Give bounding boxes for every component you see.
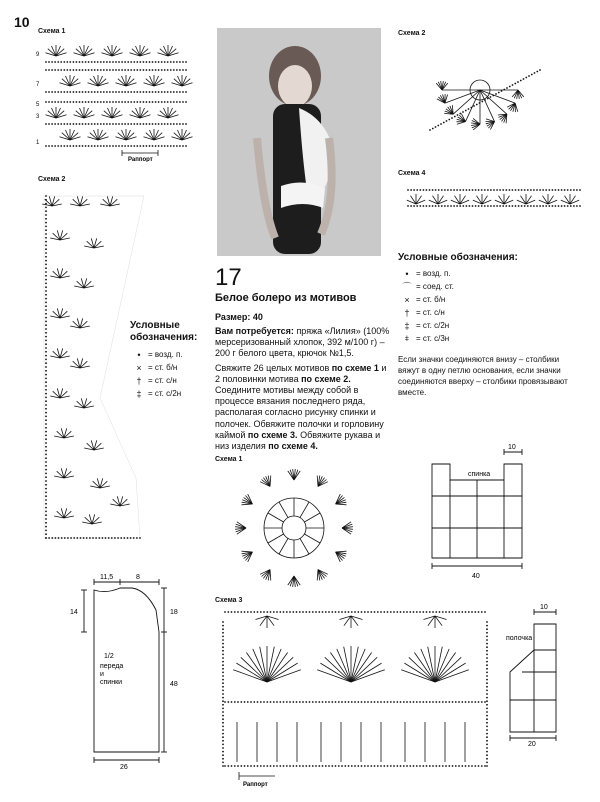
legend-item: † = ст. с/н — [136, 375, 177, 386]
legend-item: † = ст. с/н — [404, 307, 445, 318]
bottom-scheme3-label: Схема 3 — [215, 597, 243, 604]
right-scheme2-diagram — [410, 30, 570, 160]
instructions-paragraph: Свяжите 26 целых мотивов по схеме 1 и 2 половинки мотива по схеме 2. Соедините мотивы между собой в процессе вязания последнего ряда, располагая согласно рисунку спинки и полочек. Обвяжите полочки и горловину каймой по схеме 3. Обвяжите рукава и низ изделия по схеме 4. — [215, 362, 387, 452]
dim-top-1: 11,5 — [100, 574, 114, 581]
back-top-dim: 10 — [508, 444, 516, 451]
dim-right-1: 18 — [170, 609, 178, 616]
page-number: 10 — [14, 14, 30, 30]
legend-item: × = ст. б/н — [404, 294, 446, 305]
left-scheme1-diagram — [34, 40, 194, 162]
and-label: и — [100, 671, 104, 678]
legend-item: • = возд. п. — [405, 268, 451, 279]
legend-note: Если значки соединяются внизу – столбики вяжут в одну петлю основания, если значки соединяются вверху – столбики провязывают вместе. — [398, 355, 568, 397]
dim-left: 14 — [70, 609, 78, 616]
back-label: спинка — [468, 471, 491, 478]
left-scheme2-label: Схема 2 — [38, 176, 66, 183]
article-size: Размер: 40 — [215, 312, 263, 322]
bottom-scheme1-label: Схема 1 — [215, 456, 243, 463]
half-label: 1/2 — [104, 653, 114, 660]
half-front-back-pattern — [66, 570, 206, 770]
left-legend — [130, 320, 197, 400]
legend-item: • = возд. п. — [137, 349, 183, 360]
row-number: 9 — [36, 52, 40, 58]
row-number: 7 — [36, 82, 40, 88]
back-bottom-dim: 40 — [472, 573, 480, 580]
article-number: 17 — [215, 264, 242, 291]
dim-right-2: 48 — [170, 681, 178, 688]
back-label: спинки — [100, 679, 123, 686]
repeat-label: Раппорт — [243, 782, 268, 788]
bottom-scheme1-diagram — [226, 460, 362, 596]
repeat-label: Раппорт — [128, 157, 153, 162]
legend-item: ‡ = ст. с/2н — [136, 388, 182, 399]
back-pattern — [420, 440, 540, 584]
front-bottom-dim: 20 — [528, 741, 536, 746]
right-scheme2-label: Схема 2 — [398, 30, 426, 37]
row-number: 5 — [36, 102, 40, 108]
dim-bottom: 26 — [120, 764, 128, 770]
bottom-scheme3-diagram — [215, 602, 495, 792]
front-pattern — [496, 600, 586, 746]
article-body — [215, 326, 391, 452]
materials-paragraph: Вам потребуется: пряжа «Лилия» (100% мерсеризованный хлопок, 392 м/100 г) – 200 г белого цвета, крючок №1,5. — [215, 326, 390, 359]
legend-item: ⧧ = ст. с/3н — [404, 333, 450, 343]
front-label: полочка — [506, 635, 533, 642]
right-legend — [398, 252, 518, 345]
left-legend-title-1: Условные — [130, 320, 180, 331]
row-number: 1 — [36, 140, 40, 146]
right-legend-title: Условные обозначения: — [398, 252, 518, 263]
dim-top-2: 8 — [136, 574, 140, 581]
front-label: переда — [100, 663, 124, 670]
article-title: Белое болеро из мотивов — [215, 292, 357, 304]
right-scheme4-diagram — [404, 178, 584, 218]
left-legend-title-2: обозначения: — [130, 332, 198, 343]
model-photo — [217, 28, 381, 256]
model-photo-illustration — [217, 28, 381, 256]
legend-item: ⌒ = соед. ст. — [402, 282, 454, 292]
right-scheme4-label: Схема 4 — [398, 170, 426, 177]
legend-item: × = ст. б/н — [136, 362, 178, 373]
front-top-dim: 10 — [540, 604, 548, 611]
row-number: 3 — [36, 114, 40, 120]
legend-item: ‡ = ст. с/2н — [404, 320, 450, 331]
left-scheme1-label: Схема 1 — [38, 28, 66, 35]
